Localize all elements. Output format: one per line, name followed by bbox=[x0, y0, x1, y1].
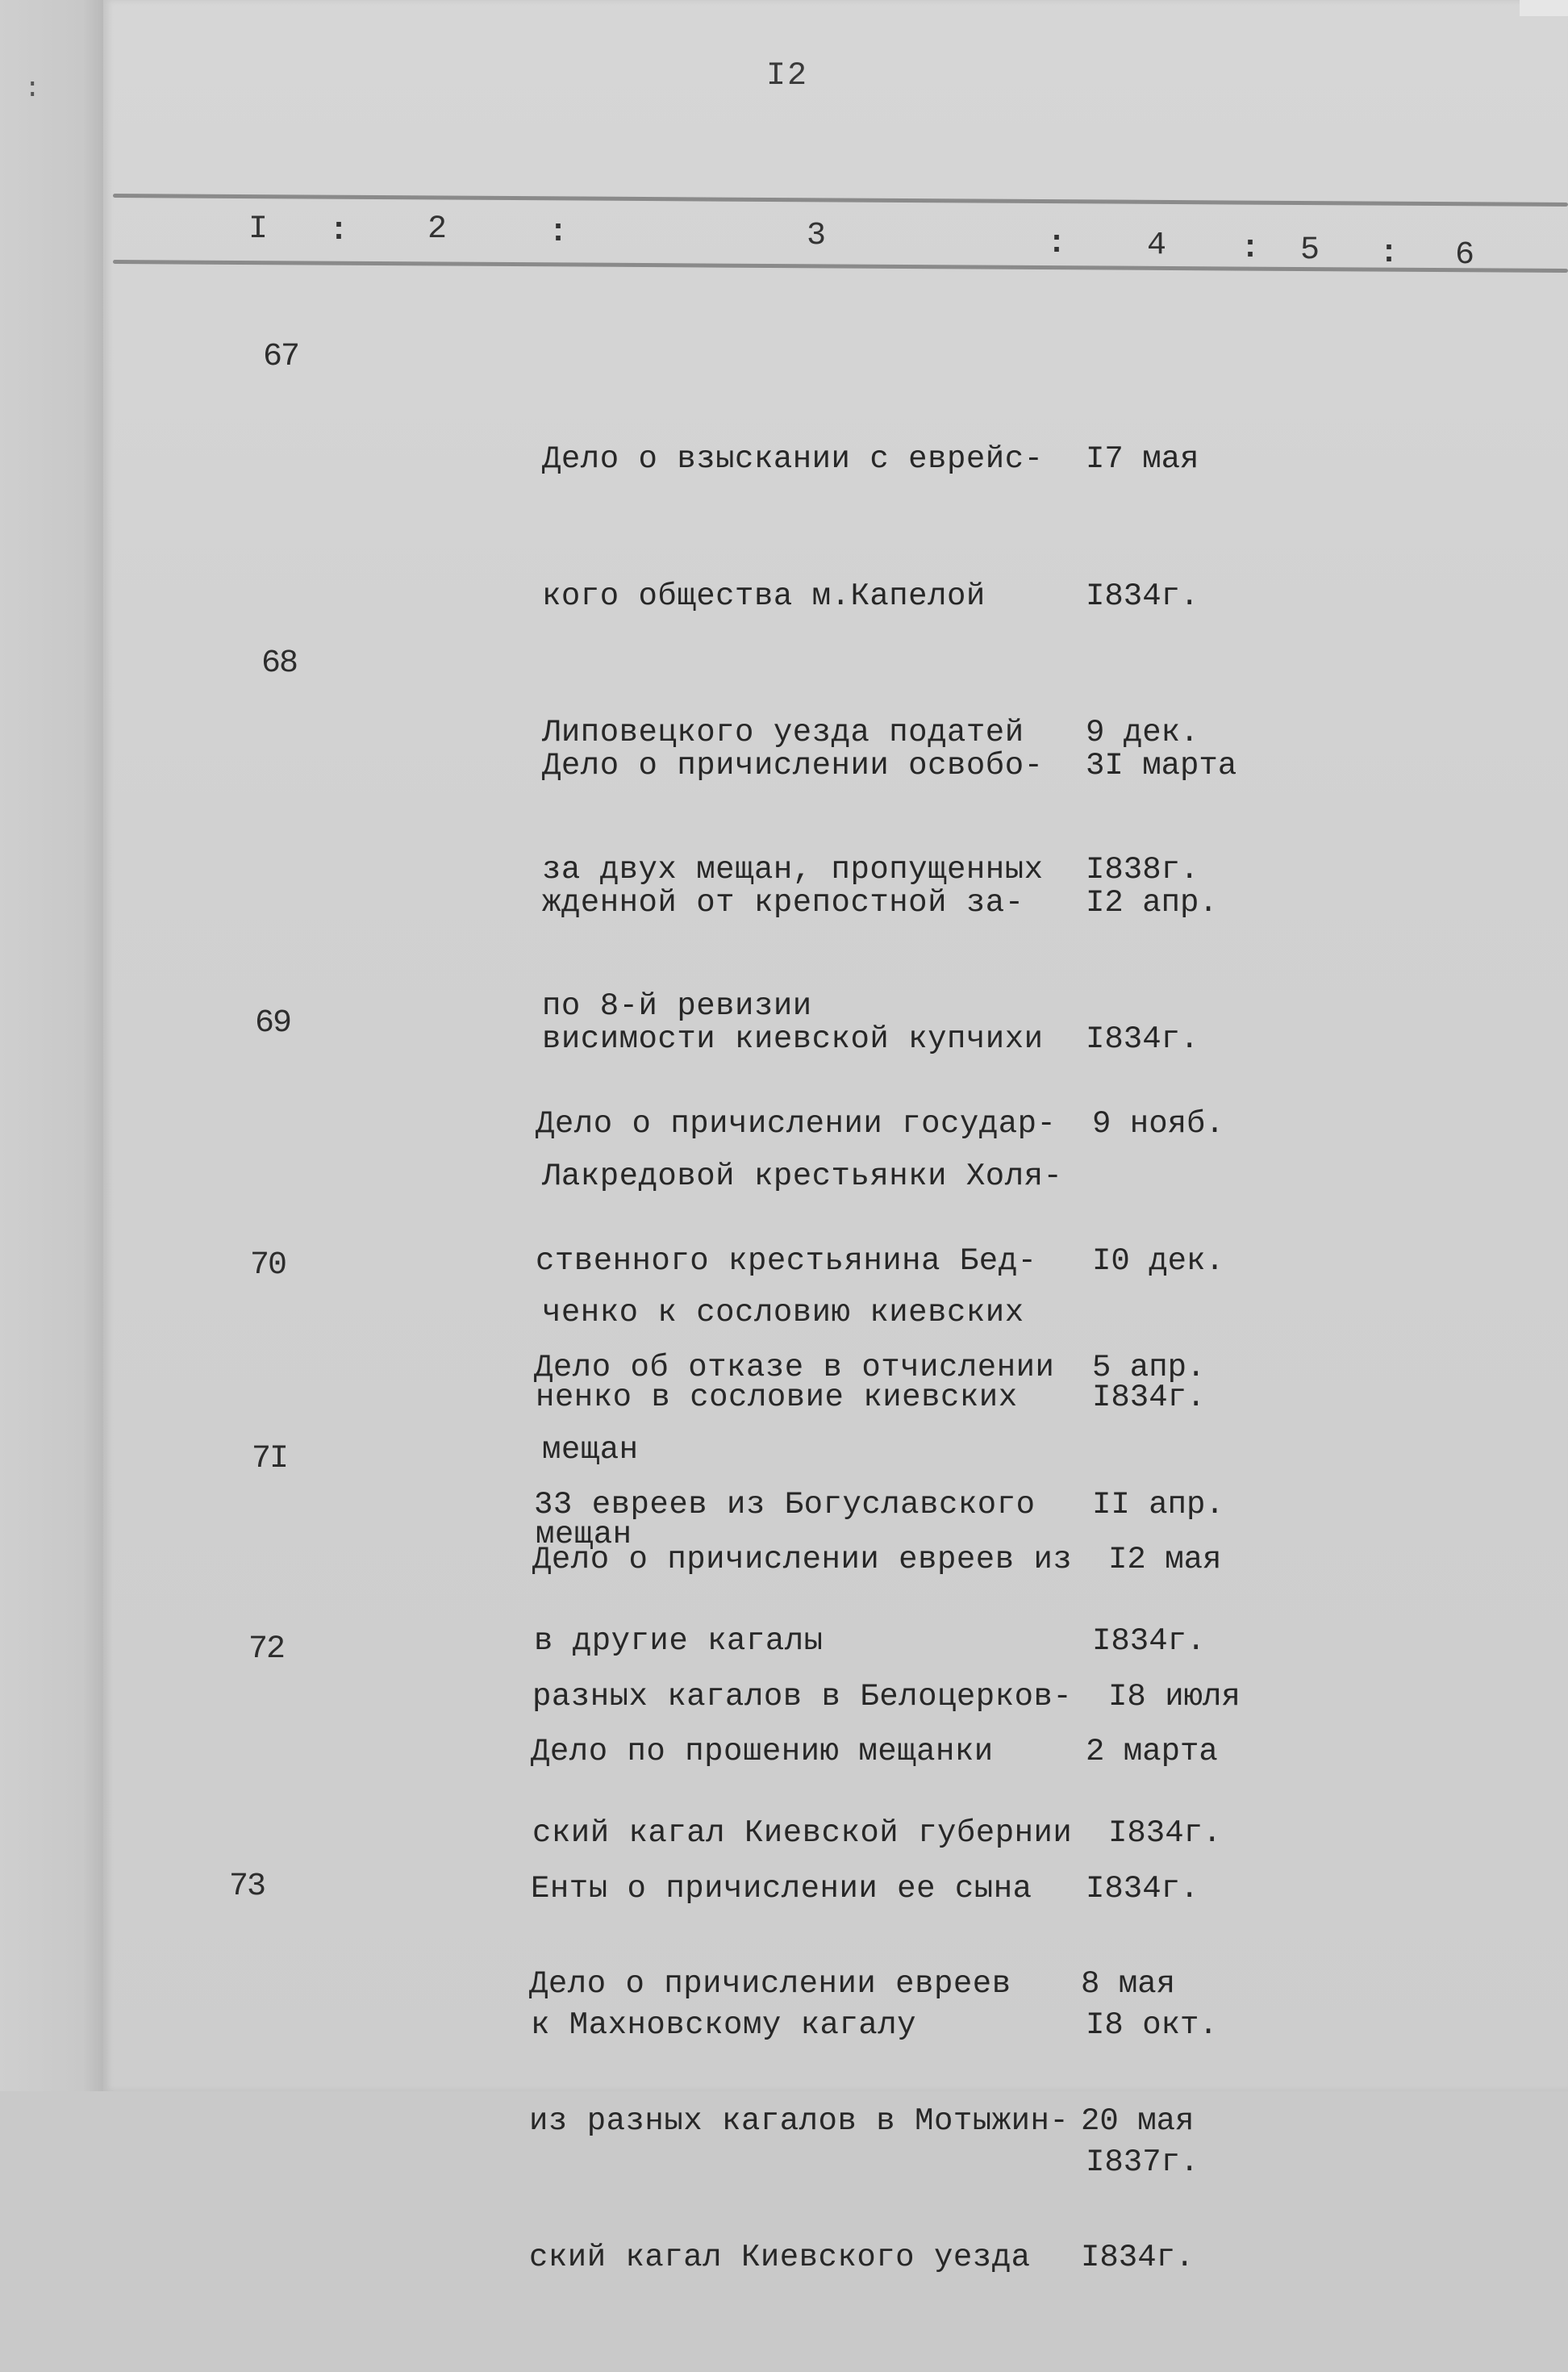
entry-number: 73 bbox=[229, 1869, 265, 1905]
description-line: жденной от крепостной за- bbox=[542, 884, 1024, 921]
column-header-2: 2 bbox=[427, 211, 448, 248]
entry-number: 67 bbox=[263, 339, 299, 375]
description-line: за двух мещан, пропущенных bbox=[542, 851, 1044, 887]
description-line: 33 евреев из Богуславского bbox=[534, 1486, 1036, 1522]
description-line: ский кагал Киевской губернии bbox=[532, 1815, 1073, 1851]
description-line: разных кагалов в Белоцерков- bbox=[532, 1678, 1073, 1714]
date-line: I834г. bbox=[1092, 1623, 1206, 1659]
column-separator: : bbox=[1047, 226, 1067, 262]
date-line: 3I марта bbox=[1086, 748, 1237, 783]
date-line: 2 марта bbox=[1086, 1734, 1218, 1769]
column-separator: : bbox=[1241, 231, 1261, 267]
date-line: I834г. bbox=[1086, 1021, 1199, 1057]
page-corner bbox=[1520, 0, 1568, 16]
date-line: I837г. bbox=[1086, 2144, 1199, 2180]
date-line: 8 мая bbox=[1081, 1966, 1176, 2002]
entry-number: 68 bbox=[261, 645, 298, 682]
entry-number: 72 bbox=[248, 1631, 285, 1668]
adjacent-page-strip bbox=[0, 0, 103, 2091]
entry-number: 70 bbox=[250, 1247, 286, 1284]
date-line: II апр. bbox=[1092, 1486, 1224, 1522]
description-line: к Махновскому кагалу bbox=[531, 2007, 917, 2043]
date-line: I8 июля bbox=[1108, 1678, 1241, 1714]
description-line: Лакредовой крестьянки Холя- bbox=[542, 1158, 1063, 1194]
date-line: I834г. bbox=[1092, 1380, 1206, 1415]
column-header-5: 5 bbox=[1300, 232, 1320, 269]
column-separator: : bbox=[329, 213, 349, 249]
description-line: по 8-й ревизии bbox=[542, 988, 812, 1024]
entry-number: 69 bbox=[255, 1005, 291, 1042]
entry-dates bbox=[1081, 1870, 1194, 2372]
column-separator: : bbox=[548, 215, 569, 251]
description-line: Дело о причислении евреев из bbox=[532, 1542, 1073, 1577]
date-line: I834г. bbox=[1081, 2240, 1195, 2275]
date-line: I2 апр. bbox=[1086, 884, 1218, 921]
date-line: I0 дек. bbox=[1092, 1242, 1224, 1279]
description-line: кого общества м.Капелой bbox=[542, 578, 986, 614]
column-separator: : bbox=[1379, 236, 1399, 272]
column-header-3: 3 bbox=[807, 218, 827, 254]
description-line: мещан bbox=[542, 1431, 639, 1468]
date-line: I7 мая bbox=[1086, 441, 1199, 477]
date-line: 5 апр. bbox=[1092, 1350, 1206, 1385]
description-line: Липовецкого уезда податей bbox=[542, 715, 1024, 750]
date-line: I2 мая bbox=[1108, 1542, 1222, 1577]
description-line: ченко к сословию киевских bbox=[542, 1295, 1024, 1330]
description-line: в другие кагалы bbox=[534, 1623, 824, 1659]
date-line: 9 нояб. bbox=[1092, 1106, 1224, 1142]
date-line: I8 окт. bbox=[1086, 2007, 1218, 2043]
column-header-6: 6 bbox=[1455, 237, 1475, 274]
entry-description bbox=[529, 1870, 1069, 2372]
description-line: Дело о причислении евреев bbox=[529, 1966, 1011, 2002]
description-line: из разных кагалов в Мотыжин- bbox=[529, 2103, 1070, 2139]
description-line: Енты о причислении ее сына bbox=[531, 1870, 1032, 1906]
date-line: I834г. bbox=[1086, 1870, 1199, 1906]
description-line: Дело по прошению мещанки bbox=[531, 1734, 994, 1769]
date-line: I838г. bbox=[1086, 851, 1199, 887]
date-line: I834г. bbox=[1086, 578, 1199, 614]
entry-number: 7I bbox=[252, 1441, 288, 1477]
column-header-4: 4 bbox=[1147, 228, 1167, 264]
description-line: ственного крестьянина Бед- bbox=[536, 1242, 1037, 1279]
date-line: 9 дек. bbox=[1086, 715, 1199, 750]
description-line: мещан bbox=[536, 1516, 632, 1552]
date-line: I834г. bbox=[1108, 1815, 1222, 1851]
description-line: Дело о причислении государ- bbox=[536, 1106, 1057, 1142]
column-header-1: I bbox=[248, 211, 269, 248]
description-line: ский кагал Киевского уезда bbox=[529, 2240, 1031, 2275]
description-line: ненко в сословие киевских bbox=[536, 1380, 1018, 1415]
description-line: Дело о взыскании с еврейс- bbox=[542, 441, 1044, 477]
date-line: 20 мая bbox=[1081, 2103, 1195, 2139]
description-line: висимости киевской купчихи bbox=[542, 1021, 1044, 1057]
margin-mark: : bbox=[24, 74, 41, 105]
description-line: Дело об отказе в отчислении bbox=[534, 1350, 1055, 1385]
page-number: I2 bbox=[766, 58, 809, 94]
description-line: Дело о причислении освобо- bbox=[542, 748, 1044, 783]
